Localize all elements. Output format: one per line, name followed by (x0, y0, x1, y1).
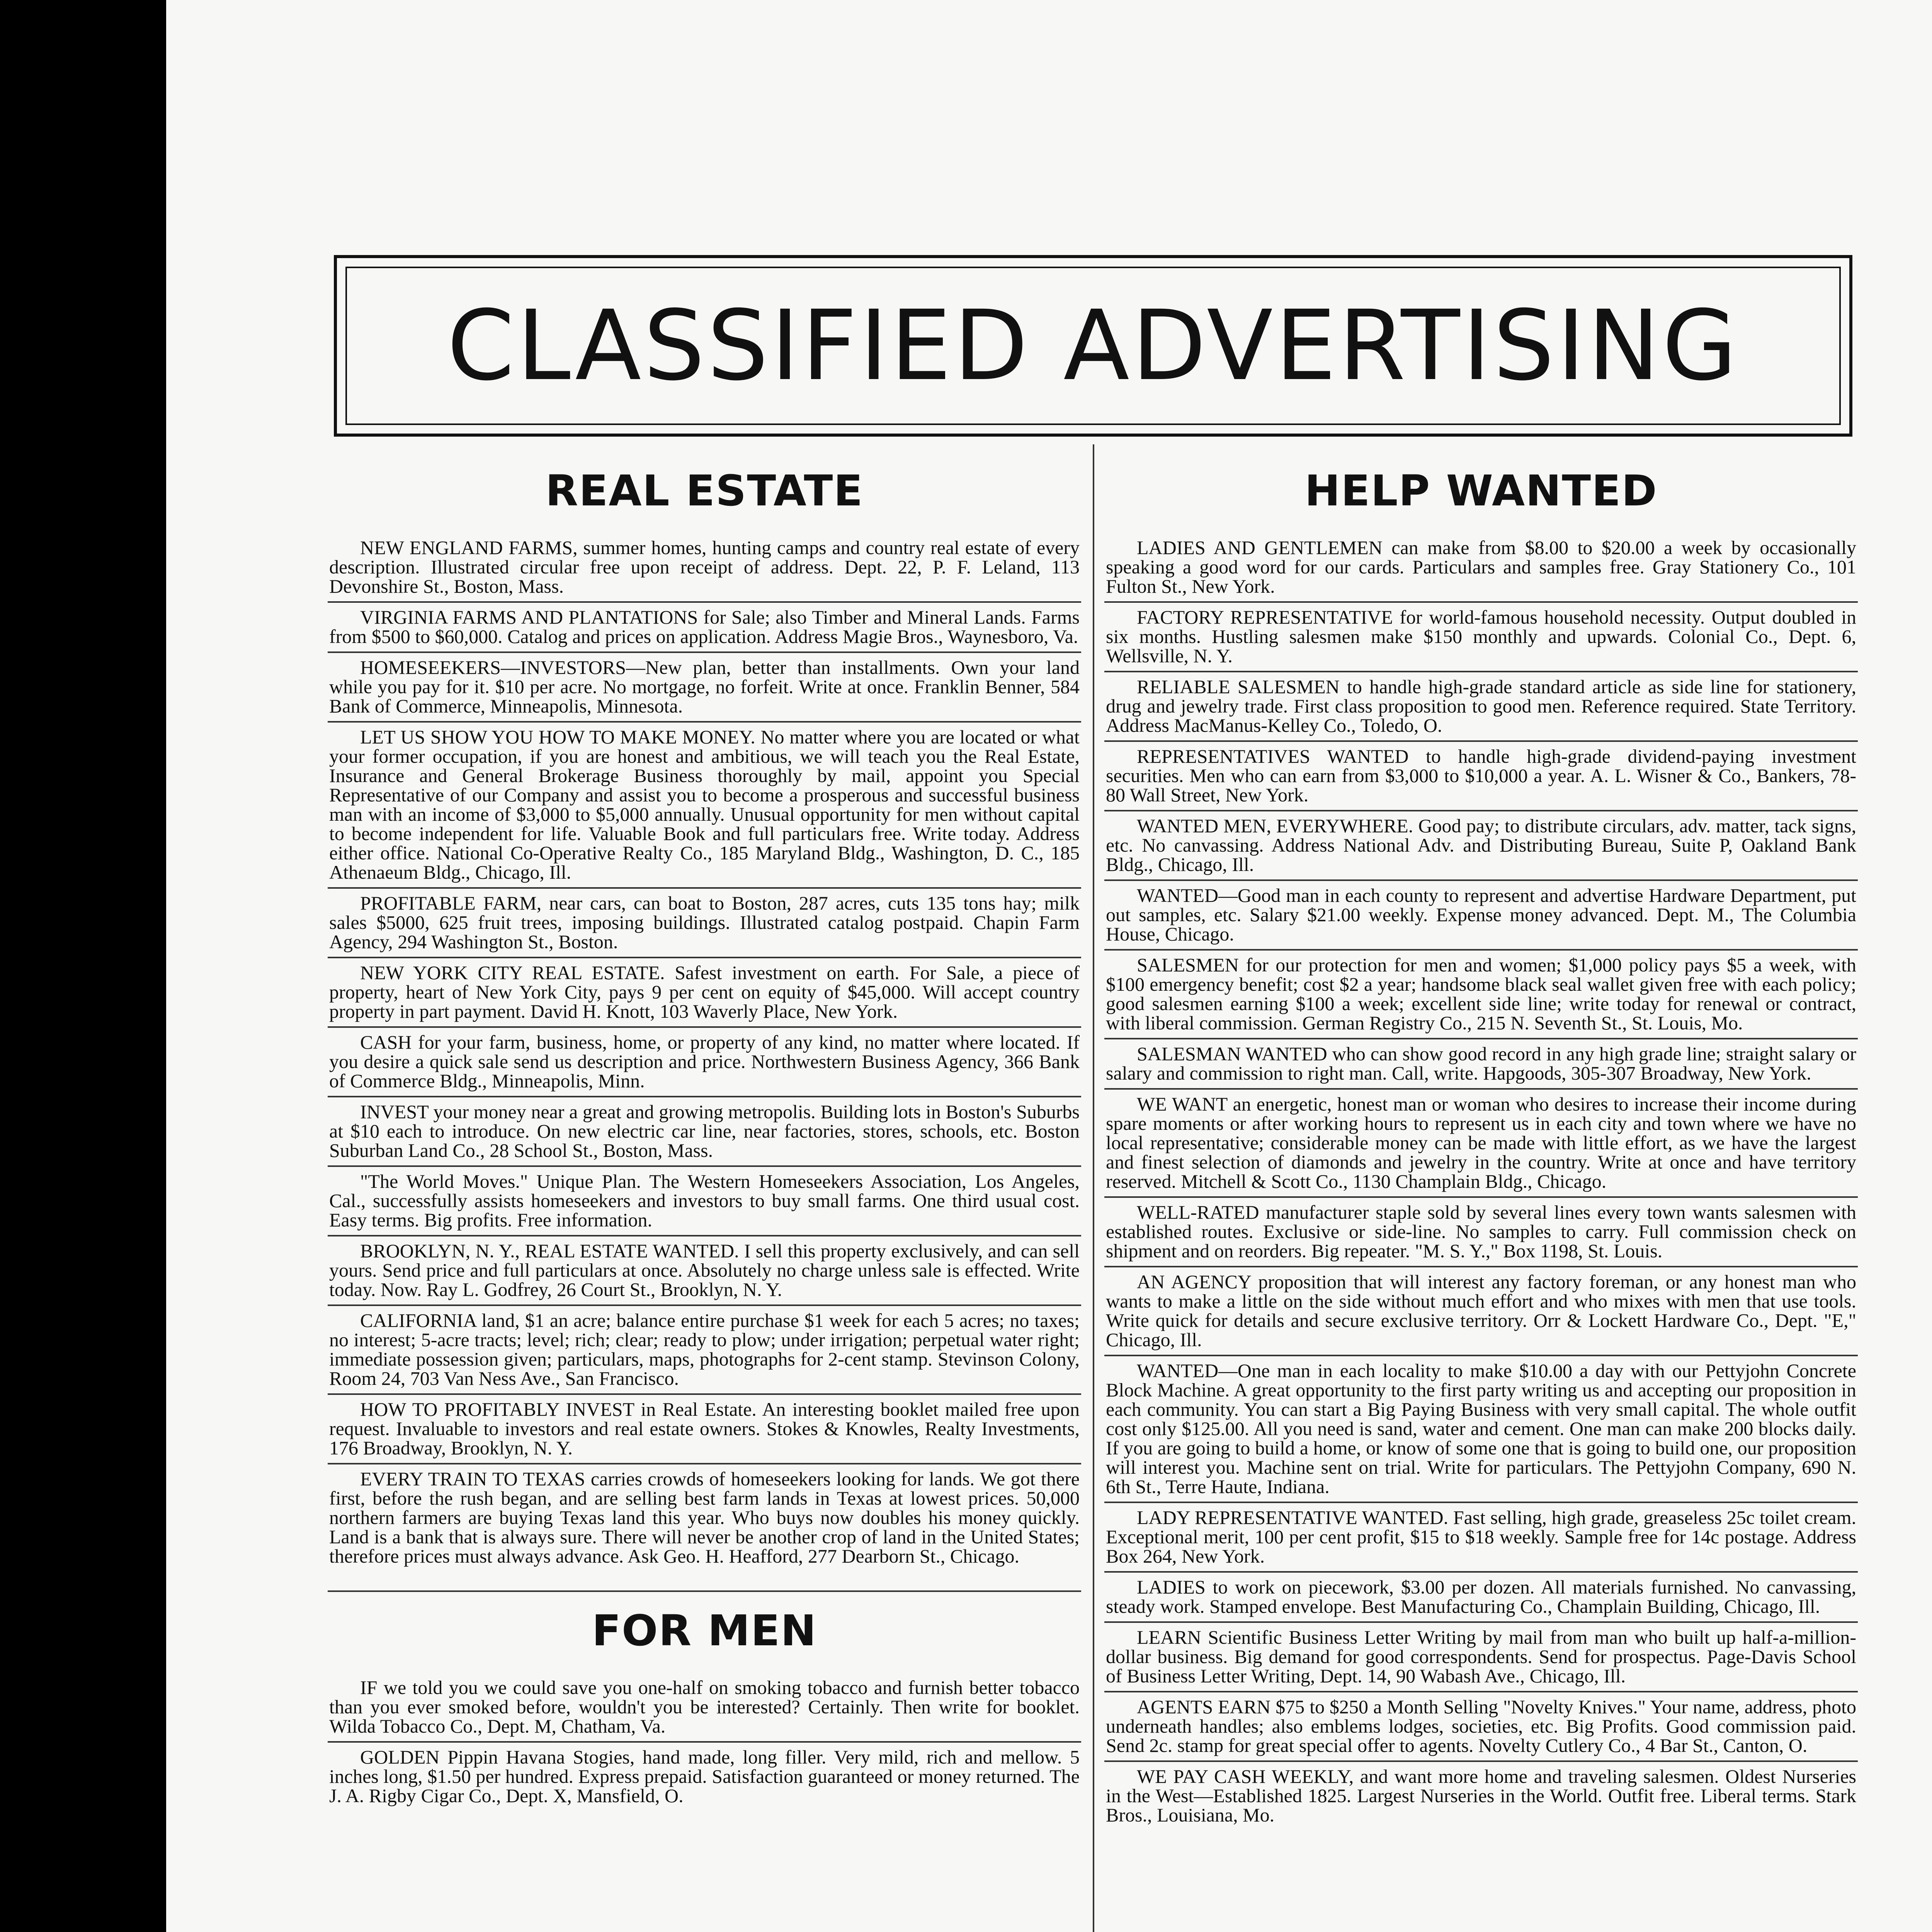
ad-ladies-gentlemen: LADIES AND GENTLEMEN can make from $8.00 to $20.00 a week by occasionally speaking a good word for our cards. Particulars and samples free. Gray Stationery Co., 101 Fulton St., New York. (1104, 533, 1858, 603)
ad-representatives-wanted: REPRESENTATIVES WANTED to handle high-grade dividend-paying investment securities. Men who can earn from $3,000 to $10,000 a year. A. L. Wisner & Co., Bankers, 78-80 Wall Street, New York. (1104, 742, 1858, 811)
ad-profitable-farm: PROFITABLE FARM, near cars, can boat to Boston, 287 acres, cuts 135 tons hay; milk sales $5000, 625 fruit trees, imposing buildings. Illustrated catalog postpaid. Chapin Farm Agency, 294 Washington St., Boston. (328, 889, 1081, 958)
ad-we-pay-cash: WE PAY CASH WEEKLY, and want more home and traveling salesmen. Oldest Nurseries in the West—Established 1825. Largest Nurseries in the World. Outfit free. Liberal terms. Stark Bros., Louisiana, Mo. (1106, 1765, 1856, 1826)
ad-virginia-farms: VIRGINIA FARMS AND PLANTATIONS for Sale; also Timber and Mineral Lands. Farms from $500 to $60,000. Catalog and prices on application. Address Magie Bros., Waynesboro, Va. (328, 603, 1081, 653)
ad-make-money: LET US SHOW YOU HOW TO MAKE MONEY. No matter where you are located or what your former occupation, if you are honest and ambitious, we will teach you the Real Estate, Insurance and General Brokerage Business thoroughly by mail, appoint you Special Representative of our Company and assist you to become a prosperous and successful business man with an income of $3,000 to $5,000 annually. Unusual opportunity for men without capital to become independent for life. Valuable Book and full particulars free. Write today. Address either office. National Co-Operative Realty Co., 185 Maryland Bldg., Washington, D. C., 185 Athenaeum Bldg., Chicago, Ill. (328, 723, 1081, 889)
ad-wanted-men-everywhere: WANTED MEN, EVERYWHERE. Good pay; to distribute circulars, adv. matter, tack signs, etc. No canvassing. Address National Adv. and Distributing Bureau, Suite P, Oakland Bank Bldg., Chicago, Ill. (1104, 811, 1858, 881)
section-heading-help-wanted: HELP WANTED (1304, 466, 1658, 515)
ad-letter-writing: LEARN Scientific Business Letter Writing by mail from man who built up half-a-million-dollar business. Big demand for good correspondents. Send for prospectus. Page-Davis School of Business Letter Writing, Dept. 14, 90 Wabash Ave., Chicago, Ill. (1104, 1623, 1858, 1692)
section-heading-for-men: FOR MEN (592, 1606, 817, 1655)
ad-boston-suburbs: INVEST your money near a great and growing metropolis. Building lots in Boston's Suburbs at $10 each to introduce. On new electric car line, near factories, stores, schools, etc. Boston Suburban Land Co., 28 School St., Boston, Mass. (328, 1097, 1081, 1167)
ad-agents-earn: AGENTS EARN $75 to $250 a Month Selling "Novelty Knives." Your name, address, photo underneath handles; also emblems lodges, societies, etc. Big Profits. Good commission paid. Send 2c. stamp for great special offer to agents. Novelty Cutlery Co., 4 Bar St., Canton, O. (1104, 1692, 1858, 1762)
real-estate-ads (328, 533, 1081, 1571)
for-men-separator (328, 1590, 1081, 1592)
ad-concrete-block-machine: WANTED—One man in each locality to make $10.00 a day with our Pettyjohn Concrete Block Machine. A great opportunity to the first party writing us and accepting our proposition in each community. You can start a Big Paying Business with very small capital. The whole outfit cost only $125.00. All you need is sand, water and cement. One man can make 200 blocks daily. If you are going to build a home, or know of some one that is going to build one, our proposition will interest you. Machine sent on trial. Write for particulars. The Pettyjohn Company, 690 N. 6th St., Terre Haute, Indiana. (1104, 1356, 1858, 1503)
ad-cash-for-farm: CASH for your farm, business, home, or property of any kind, no matter where located. If you desire a quick sale send us description and price. Northwestern Business Agency, 366 Bank of Commerce Bldg., Minneapolis, Minn. (328, 1028, 1081, 1097)
ad-salesman-wanted: SALESMAN WANTED who can show good record in any high grade line; straight salary or salary and commission to right man. Call, write. Hapgoods, 305-307 Broadway, New York. (1104, 1039, 1858, 1090)
ad-profitably-invest: HOW TO PROFITABLY INVEST in Real Estate. An interesting booklet mailed free upon request. Invaluable to investors and real estate owners. Stokes & Knowles, Realty Investments, 176 Broadway, Brooklyn, N. Y. (328, 1395, 1081, 1464)
ad-new-york-real-estate: NEW YORK CITY REAL ESTATE. Safest investment on earth. For Sale, a piece of property, heart of New York City, pays 9 per cent on equity of $45,000. Will accept country property in part payment. David H. Knott, 103 Waverly Place, New York. (328, 958, 1081, 1028)
page-title: CLASSIFIED ADVERTISING (447, 289, 1740, 402)
header-frame (334, 255, 1852, 437)
for-men-ads (328, 1673, 1081, 1811)
help-wanted-ads (1104, 533, 1858, 1830)
right-column (1104, 452, 1858, 1830)
ad-brooklyn-real-estate: BROOKLYN, N. Y., REAL ESTATE WANTED. I sell this property exclusively, and can sell yours. Send price and full particulars at once. Absolutely no charge unless sale is effected. Write today. Now. Ray L. Godfrey, 26 Court St., Brooklyn, N. Y. (328, 1236, 1081, 1306)
ad-havana-stogies: GOLDEN Pippin Havana Stogies, hand made, long filler. Very mild, rich and mellow. 5 inches long, $1.50 per hundred. Express prepaid. Satisfaction guaranteed or money returned. The J. A. Rigby Cigar Co., Dept. X, Mansfield, O. (329, 1746, 1080, 1806)
ad-homeseekers-investors: HOMESEEKERS—INVESTORS—New plan, better than installments. Own your land while you pay for it. $10 per acre. No mortgage, no forfeit. Write at once. Franklin Benner, 584 Bank of Commerce, Minneapolis, Minnesota. (328, 653, 1081, 723)
ad-we-want: WE WANT an energetic, honest man or woman who desires to increase their income during spare moments or after working hours to represent us in each city and town where we have no local representative; considerable money can be made with little effort, as we have the largest and finest selection of diamonds and jewelry in the country. Write at once and have territory reserved. Mitchell & Scott Co., 1130 Champlain Bldg., Chicago. (1104, 1090, 1858, 1198)
ad-good-man-each-county: WANTED—Good man in each county to represent and advertise Hardware Department, put out samples, etc. Salary $21.00 weekly. Expense money advanced. Dept. M., The Columbia House, Chicago. (1104, 881, 1858, 951)
ad-lady-representative: LADY REPRESENTATIVE WANTED. Fast selling, high grade, greaseless 25c toilet cream. Exceptional merit, 100 per cent profit, $15 to $18 weekly. Sample free for 14c postage. Address Box 264, New York. (1104, 1503, 1858, 1573)
left-column (328, 452, 1081, 1811)
ad-ladies-piecework: LADIES to work on piecework, $3.00 per dozen. All materials furnished. No canvassing, steady work. Stamped envelope. Best Manufacturing Co., Champlain Building, Chicago, Ill. (1104, 1573, 1858, 1623)
header-inner-frame (345, 267, 1841, 425)
section-heading-real-estate: REAL ESTATE (545, 466, 864, 515)
ad-world-moves: "The World Moves." Unique Plan. The Western Homeseekers Association, Los Angeles, Cal., successfully assists homeseekers and investors to buy small farms. One third usual cost. Easy terms. Big profits. Free information. (328, 1167, 1081, 1236)
ad-agency-proposition: AN AGENCY proposition that will interest any factory foreman, or any honest man who wants to make a little on the side without much effort and who mixes with men that use tools. Write quick for details and secure exclusive territory. Orr & Lockett Hardware Co., Dept. "E," Chicago, Ill. (1104, 1267, 1858, 1356)
ad-salesmen-protection: SALESMEN for our protection for men and women; $1,000 policy pays $5 a week, with $100 emergency benefit; cost $2 a year; handsome black seal wallet given free with each policy; good salesmen earning $100 a week; excellent side line; write today for renewal or contract, with liberal commission. German Registry Co., 215 N. Seventh St., St. Louis, Mo. (1104, 951, 1858, 1039)
ad-california-land: CALIFORNIA land, $1 an acre; balance entire purchase $1 week for each 5 acres; no taxes; no interest; 5-acre tracts; level; rich; clear; ready to plow; under irrigation; perpetual water right; immediate possession given; particulars, maps, photographs for 2-cent stamp. Stevinson Colony, Room 24, 703 Van Ness Ave., San Francisco. (328, 1306, 1081, 1395)
ad-factory-representative: FACTORY REPRESENTATIVE for world-famous household necessity. Output doubled in six months. Hustling salesmen make $150 monthly and upwards. Colonial Co., Dept. 6, Wellsville, N. Y. (1104, 603, 1858, 672)
ad-train-to-texas: EVERY TRAIN TO TEXAS carries crowds of homeseekers looking for lands. We got there first, before the rush began, and are selling best farm lands in Texas at lowest prices. 50,000 northern farmers are buying Texas land this year. Who buys now doubles his money quickly. Land is a bank that is always sure. There will never be another crop of land in the United States; therefore prices must always advance. Ask Geo. H. Heafford, 277 Dearborn St., Chicago. (329, 1468, 1080, 1567)
ad-tobacco: IF we told you we could save you one-half on smoking tobacco and furnish better tobacco than you ever smoked before, wouldn't you be interested? Certainly. Then write for booklet. Wilda Tobacco Co., Dept. M, Chatham, Va. (328, 1673, 1081, 1743)
ad-new-england-farms: NEW ENGLAND FARMS, summer homes, hunting camps and country real estate of every description. Illustrated circular free upon receipt of address. Dept. 22, P. F. Leland, 113 Devonshire St., Boston, Mass. (328, 533, 1081, 603)
ad-well-rated: WELL-RATED manufacturer staple sold by several lines every town wants salesmen with established routes. Exclusive or side-line. No samples to carry. Full commission check on shipment and on reorders. Big repeater. "M. S. Y.," Box 1198, St. Louis. (1104, 1198, 1858, 1267)
ad-reliable-salesmen: RELIABLE SALESMEN to handle high-grade standard article as side line for stationery, drug and jewelry trade. First class proposition to good men. Reference required. State Territory. Address MacManus-Kelley Co., Toledo, O. (1104, 672, 1858, 742)
column-divider (1093, 444, 1094, 1932)
